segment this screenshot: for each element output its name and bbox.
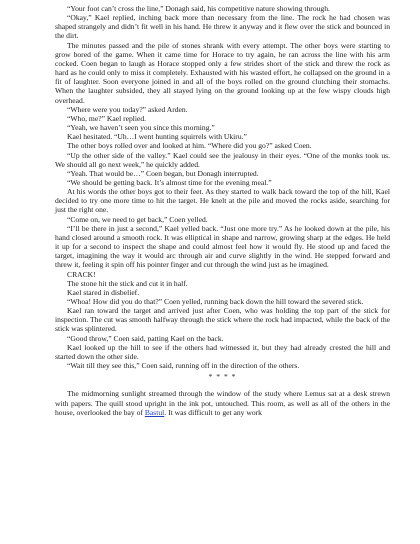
paragraph [55,389,390,416]
paragraph: The other boys rolled over and looked at him. “Where did you go?” asked Coen. [67,141,312,151]
paragraph: “We should be getting back. It’s almost time for the evening meal.” [67,177,272,187]
paragraph: Kael hesitated. “Uh…I went hunting squirrels with Ukiru.” [67,132,247,142]
paragraph: Kael looked up the hill to see if the others had witnessed it, but they had already crested the hill and started down the other side. [55,342,390,361]
paragraph: “Whoa! How did you do that?” Coen yelled, running back down the hill toward the severed stick. [67,297,364,306]
section-separator: * * * * [208,372,237,382]
paragraph-text: . It was difficult to get any work [164,407,262,417]
paragraph: “Yeah. That would be…” Coen began, but Donagh interrupted. [67,168,259,178]
paragraph: “Your foot can’t cross the line,” Donagh said, his competitive nature showing through. [67,4,330,13]
paragraph: At his words the other boys got to their feet. As they started to walk back toward the top of the hill, Kael decided to try one more time to hit the target. He knelt at the pile and moved the rocks aside, searching for just the right one. [55,187,390,215]
paragraph: “Up the other side of the valley.” Kael could see the jealousy in their eyes. “One of the monks took us. We should all go next week,” he quickly added. [55,150,390,169]
paragraph: “Come on, we need to get back,” Coen yelled. [67,214,208,224]
paragraph-text: The midmorning sunlight streamed through the window of the study where Lemus sat at a desk strewn with papers. The quill stood upright in the ink pot, untouched. This room, as well as all of the others in the house, overlooked the bay of [55,389,390,417]
paragraph: The minutes passed and the pile of stones shrank with every attempt. The other boys were starting to grow bored of the game. When it came time for Horace to try again, he ran across the line with his arm cocked. Coen began to laugh as Horace stopped only a few strides short of the stick and threw the rock as hard as he could only to miss it completely. Exhausted with his wasted effort, he collapsed on the ground in a fit of laughter. Soon everyone joined in and all of the boys rolled on the ground clutching their stomachs. When the laughter subsided, they all stayed lying on the ground looking up at the few wispy clouds high overhead. [55,40,390,105]
paragraph: “Who, me?” Kael replied. [67,113,147,123]
paragraph: Kael stared in disbelief. [67,287,140,297]
paragraph: “Okay,” Kael replied, inching back more than necessary from the line. The rock he had chosen was shaped strangely and didn’t fit well in his hand. He threw it anyway and it flew over the stick and bounced in the dirt. [55,13,390,41]
bastul-link[interactable]: Bastul [144,407,165,417]
paragraph: The stone hit the stick and cut it in half. [67,278,188,288]
paragraph: “Yeah, we haven’t seen you since this morning.” [67,123,215,133]
paragraph: “Where were you today?” asked Arden. [67,104,188,114]
paragraph: CRACK! [67,269,96,279]
paragraph: “Wait till they see this,” Coen said, running off in the direction of the others. [67,361,300,371]
story-text [55,4,390,370]
paragraph: “I’ll be there in just a second,” Kael yelled back. “Just one more try.” As he looked down at the pile, his hand closed around a smooth rock. It was elliptical in shape and narrow, growing sharp at the edges. He held it up for a second to inspect the shape and could almost feel how it would fly. He stood up and faced the target, imagining the way it would arc through air and curve slightly in the wind. He stepped forward and threw it, feeling it spin off his pointer finger and cut through the wind just as he imagined. [55,223,390,270]
paragraph: Kael ran toward the target and arrived just after Coen, who was holding the top part of the stick for inspection. The cut was smooth halfway through the stick where the rock had impacted, while the back of the stick was splintered. [55,306,390,334]
paragraph: “Good throw,” Coen said, patting Kael on the back. [67,333,224,343]
